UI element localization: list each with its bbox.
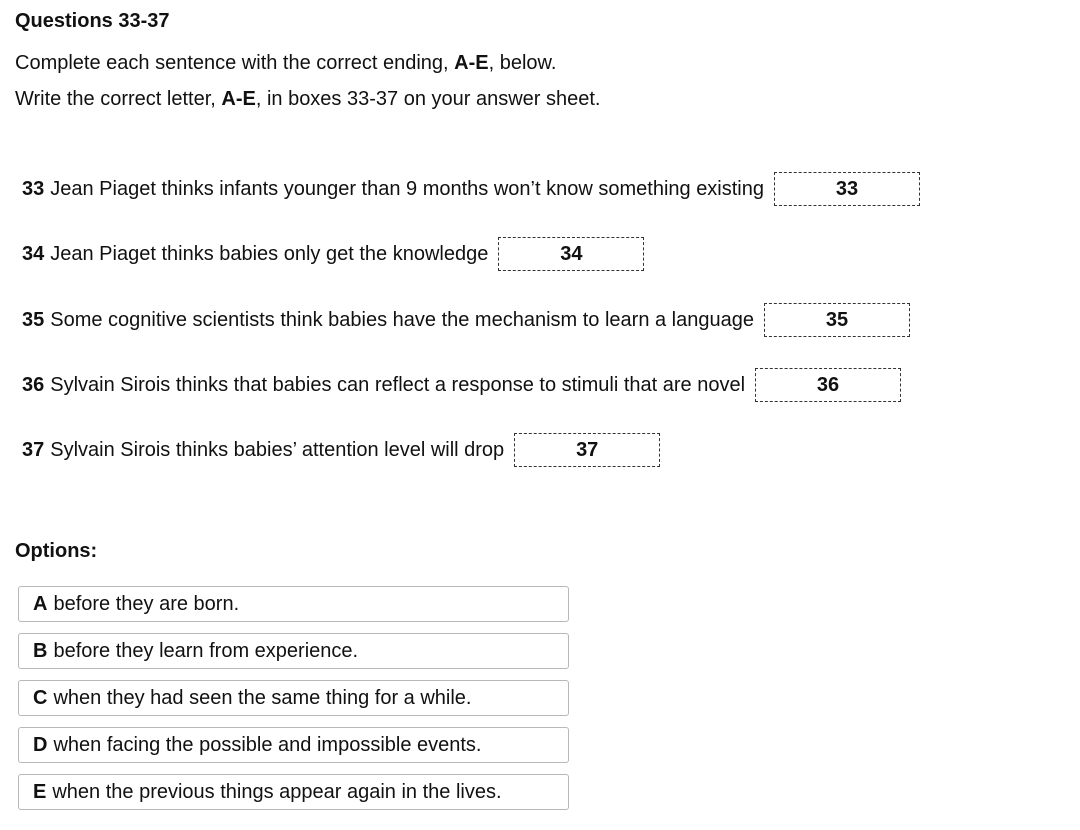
question-number: 37 bbox=[22, 438, 45, 461]
question-37-row bbox=[22, 431, 660, 469]
option-text: when facing the possible and impossible events. bbox=[53, 733, 482, 756]
answer-box-35[interactable]: 35 bbox=[764, 303, 910, 337]
question-33-row bbox=[22, 170, 920, 208]
question-text: Some cognitive scientists think babies have the mechanism to learn a language bbox=[50, 308, 754, 331]
instruction-1-bold: A-E bbox=[454, 52, 489, 74]
question-text: Jean Piaget thinks infants younger than 9 months won’t know something existing bbox=[50, 177, 764, 200]
option-text: before they are born. bbox=[53, 592, 240, 615]
question-number: 33 bbox=[22, 177, 45, 200]
options-title: Options: bbox=[15, 540, 98, 562]
option-e[interactable] bbox=[18, 774, 569, 810]
question-35-row bbox=[22, 301, 910, 339]
option-d[interactable] bbox=[18, 727, 569, 763]
answer-box-34[interactable]: 34 bbox=[498, 237, 644, 271]
option-c[interactable] bbox=[18, 680, 569, 716]
option-a[interactable] bbox=[18, 586, 569, 622]
instruction-line-1 bbox=[15, 52, 556, 75]
option-letter: B bbox=[33, 639, 48, 662]
question-36-row bbox=[22, 366, 901, 404]
option-text: when they had seen the same thing for a while. bbox=[53, 686, 472, 709]
option-b[interactable] bbox=[18, 633, 569, 669]
answer-box-33[interactable]: 33 bbox=[774, 172, 920, 206]
question-number: 34 bbox=[22, 242, 45, 265]
question-text: Sylvain Sirois thinks that babies can reflect a response to stimuli that are novel bbox=[50, 373, 746, 396]
answer-box-36[interactable]: 36 bbox=[755, 368, 901, 402]
instruction-2-text-after: , in boxes 33-37 on your answer sheet. bbox=[255, 88, 601, 110]
question-34-row bbox=[22, 235, 644, 273]
option-text: before they learn from experience. bbox=[53, 639, 359, 662]
instruction-2-text-before: Write the correct letter, bbox=[15, 88, 222, 110]
instruction-line-2 bbox=[15, 88, 600, 111]
questions-heading: Questions 33-37 bbox=[15, 10, 170, 32]
option-letter: C bbox=[33, 686, 48, 709]
question-number: 35 bbox=[22, 308, 45, 331]
option-letter: E bbox=[33, 780, 47, 803]
question-text: Jean Piaget thinks babies only get the knowledge bbox=[50, 242, 489, 265]
instruction-1-text-before: Complete each sentence with the correct ending, bbox=[15, 52, 455, 74]
option-letter: A bbox=[33, 592, 48, 615]
instruction-2-bold: A-E bbox=[221, 88, 256, 110]
option-letter: D bbox=[33, 733, 48, 756]
instruction-1-text-after: , below. bbox=[488, 52, 557, 74]
question-text: Sylvain Sirois thinks babies’ attention level will drop bbox=[50, 438, 505, 461]
question-number: 36 bbox=[22, 373, 45, 396]
option-text: when the previous things appear again in the lives. bbox=[52, 780, 502, 803]
answer-box-37[interactable]: 37 bbox=[514, 433, 660, 467]
